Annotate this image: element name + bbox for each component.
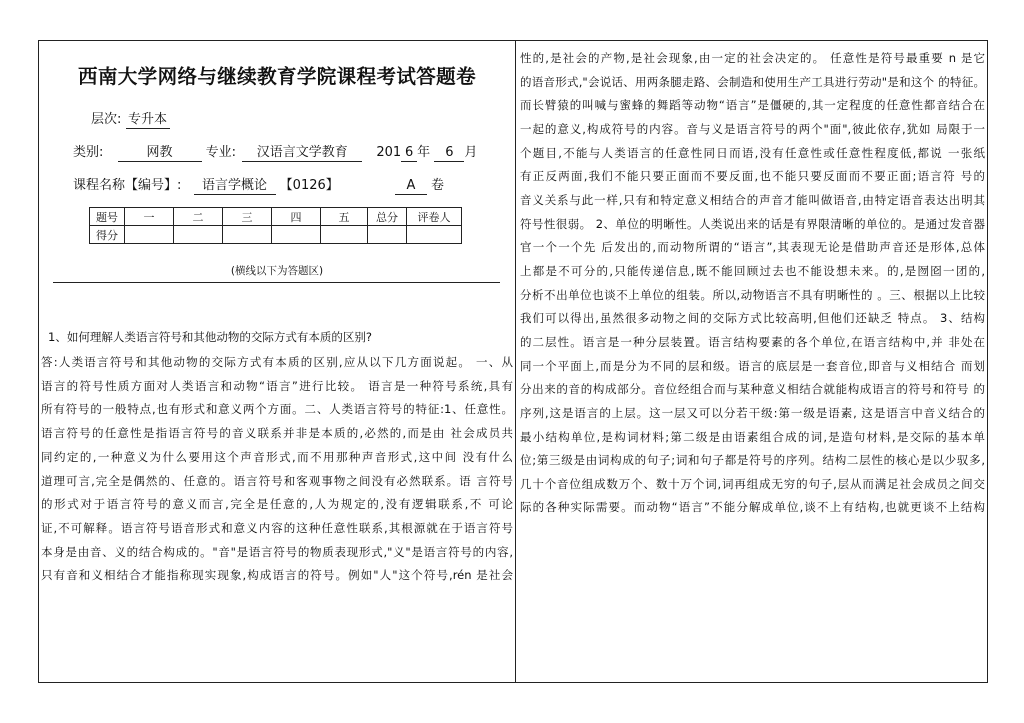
answer-line: 一起的意义,构成符号的内容。音与义是语言符号的两个"面",彼此依存,犹如 局限于一: [520, 121, 985, 136]
score-header-cell: 评卷人: [407, 208, 462, 226]
question-text: 1、如何理解人类语言符号和其他动物的交际方式有本质的区别?: [48, 330, 372, 344]
category-field: [73, 141, 477, 162]
answer-line: 性的,是社会的产物,是社会现象,由一定的社会决定的。 任意性是符号最重要 n 是它: [520, 51, 985, 65]
level-value: 专升本: [126, 112, 170, 129]
level-field: [91, 108, 170, 129]
year-unit: 年: [417, 145, 431, 160]
year-prefix: 201: [376, 145, 402, 160]
score-header-cell: 总分: [368, 208, 407, 226]
answer-line: 分析不出单位也谈不上单位的组装。所以,动物语言不具有明晰性的 。三、根据以上比较: [520, 287, 985, 302]
answer-line: 所有符号的一般特点,也有形式和意义两个方面。二、人类语言符号的特征:1、任意性。: [41, 402, 513, 417]
course-label: 课程名称【编号】:: [73, 178, 182, 193]
course-field: [73, 174, 444, 195]
answer-area-rule: [53, 282, 500, 283]
paper-value: A: [395, 178, 427, 195]
month-value: 6: [434, 145, 464, 162]
answer-left-column: [41, 351, 513, 588]
score-input-cell[interactable]: [407, 226, 462, 244]
answer-right-column: [520, 47, 985, 520]
score-row-label: 得分: [90, 226, 125, 244]
category-value: 网教: [118, 145, 202, 162]
answer-line: 最小结构单位,是构词材料;第二级是由语素组合成的词,是造句材料,是交际的基本单: [520, 429, 985, 444]
course-code: 【0126】: [279, 178, 339, 193]
score-header-cell: 三: [223, 208, 272, 226]
answer-line: 官一个一个先 后发出的,而动物所谓的“语言”,其表现无论是借助声音还是形体,总体: [520, 240, 985, 255]
answer-line: 有正反两面,我们不能只要正面而不要反面,也不能只要反面而不要正面;语言符 号的: [520, 169, 985, 184]
score-header-cell: 五: [321, 208, 368, 226]
answer-line: 同一个平面上,而是分为不同的层和级。语言的底层是一套音位,即音与义相结合 而划: [520, 358, 985, 373]
answer-line: 道理可言,完全是偶然的、任意的。语言符号和客观事物之间没有必然联系。语 言符号: [41, 473, 513, 488]
year-digit: 6: [401, 145, 417, 162]
answer-line: 位;第三级是由词构成的句子;词和句子都是符号的序列。结构二层性的核心是以少驭多,: [520, 453, 985, 468]
level-label: 层次:: [91, 112, 122, 127]
score-header-cell: 题号: [90, 208, 125, 226]
score-input-cell[interactable]: [174, 226, 223, 244]
answer-line: 际的各种实际需要。而动物“语言”不能分解成单位,谈不上有结构,也就更谈不上结构: [520, 500, 985, 515]
answer-line: 只有音和义相结合才能指称现实现象,构成语言的符号。例如"人"这个符号,rén 是社会: [41, 568, 513, 583]
answer-line: 的语音形式,"会说话、用两条腿走路、会制造和使用生产工具进行劳动"是和这个 的特征。: [520, 74, 985, 89]
answer-area-note: (横线以下为答题区): [230, 265, 324, 277]
answer-line: 的形式对于语言符号的意义而言,完全是任意的,人为规定的,没有逻辑联系,不 可论: [41, 497, 513, 512]
score-input-cell[interactable]: [125, 226, 174, 244]
answer-line: 的二层性。语言是一种分层装置。语言结构要素的各个单位,在语言结构中,并 非处在: [520, 334, 985, 349]
score-input-cell[interactable]: [321, 226, 368, 244]
major-label: 专业:: [205, 145, 237, 160]
course-value: 语言学概论: [194, 178, 276, 195]
page-title: 西南大学网络与继续教育学院课程考试答题卷: [77, 65, 476, 88]
answer-line: 证,不可解释。语言符号语音形式和意义内容的这种任意性联系,其根源就在于语言符号: [41, 520, 513, 535]
category-label: 类别:: [73, 145, 104, 160]
answer-line: 语言的符号性质方面对人类语言和动物“语言”进行比较。 语言是一种符号系统,具有: [41, 378, 513, 393]
answer-line: 几十个音位组成数万个、数十万个词,词再组成无穷的句子,层从而满足社会成员之间交: [520, 476, 985, 491]
score-table: [89, 207, 462, 244]
score-header-cell: 二: [174, 208, 223, 226]
score-header-cell: 一: [125, 208, 174, 226]
score-table-score-row: [90, 226, 462, 244]
answer-line: 符号性很弱。 2、单位的明晰性。人类说出来的话是有界限清晰的单位的。是通过发音器: [520, 216, 985, 231]
month-unit: 月: [464, 145, 478, 160]
answer-line: 同约定的,一种意义为什么要用这个声音形式,而不用那种声音形式,这中间 没有什么: [41, 449, 513, 464]
answer-line: 音义关系与此一样,只有和特定意义相结合的声音才能叫做语音,由特定语音表达出明其: [520, 192, 985, 207]
major-value: 汉语言文学教育: [242, 145, 362, 162]
paper-unit: 卷: [431, 178, 445, 193]
score-table-header-row: [90, 208, 462, 226]
answer-line: 我们可以得出,虽然很多动物之间的交际方式比较高明,但他们还缺乏 特点。 3、结构: [520, 311, 985, 326]
answer-line: 答:人类语言符号和其他动物的交际方式有本质的区别,应从以下几方面说起。 一、从: [41, 355, 513, 369]
score-header-cell: 四: [272, 208, 321, 226]
answer-line: 而长臂猿的叫喊与蜜蜂的舞蹈等动物“语言”是僵硬的,其一定程度的任意性都音结合在: [520, 98, 985, 113]
answer-line: 语言符号的任意性是指语言符号的音义联系并非是本质的,必然的,而是由 社会成员共: [41, 426, 513, 441]
answer-line: 分出来的音的构成部分。音位经组合而与某种意义相结合就能构成语言的符号和符号 的: [520, 382, 985, 397]
answer-sheet: [38, 40, 988, 683]
answer-line: 本身是由音、义的结合构成的。"音"是语言符号的物质表现形式,"义"是语言符号的内容,: [41, 544, 513, 559]
column-divider: [515, 41, 516, 682]
answer-line: 个题目,不能与人类语言的任意性同日而语,没有任意性或任意性程度低,都说 一张纸: [520, 145, 985, 160]
answer-line: 序列,这是语言的上层。这一层又可以分若干级:第一级是语素, 这是语言中音义结合的: [520, 405, 985, 420]
answer-line: 上都是不可分的,只能传递信息,既不能回顾过去也不能设想未来。的,是囫囵一团的,: [520, 263, 985, 278]
score-input-cell[interactable]: [368, 226, 407, 244]
score-input-cell[interactable]: [272, 226, 321, 244]
score-input-cell[interactable]: [223, 226, 272, 244]
